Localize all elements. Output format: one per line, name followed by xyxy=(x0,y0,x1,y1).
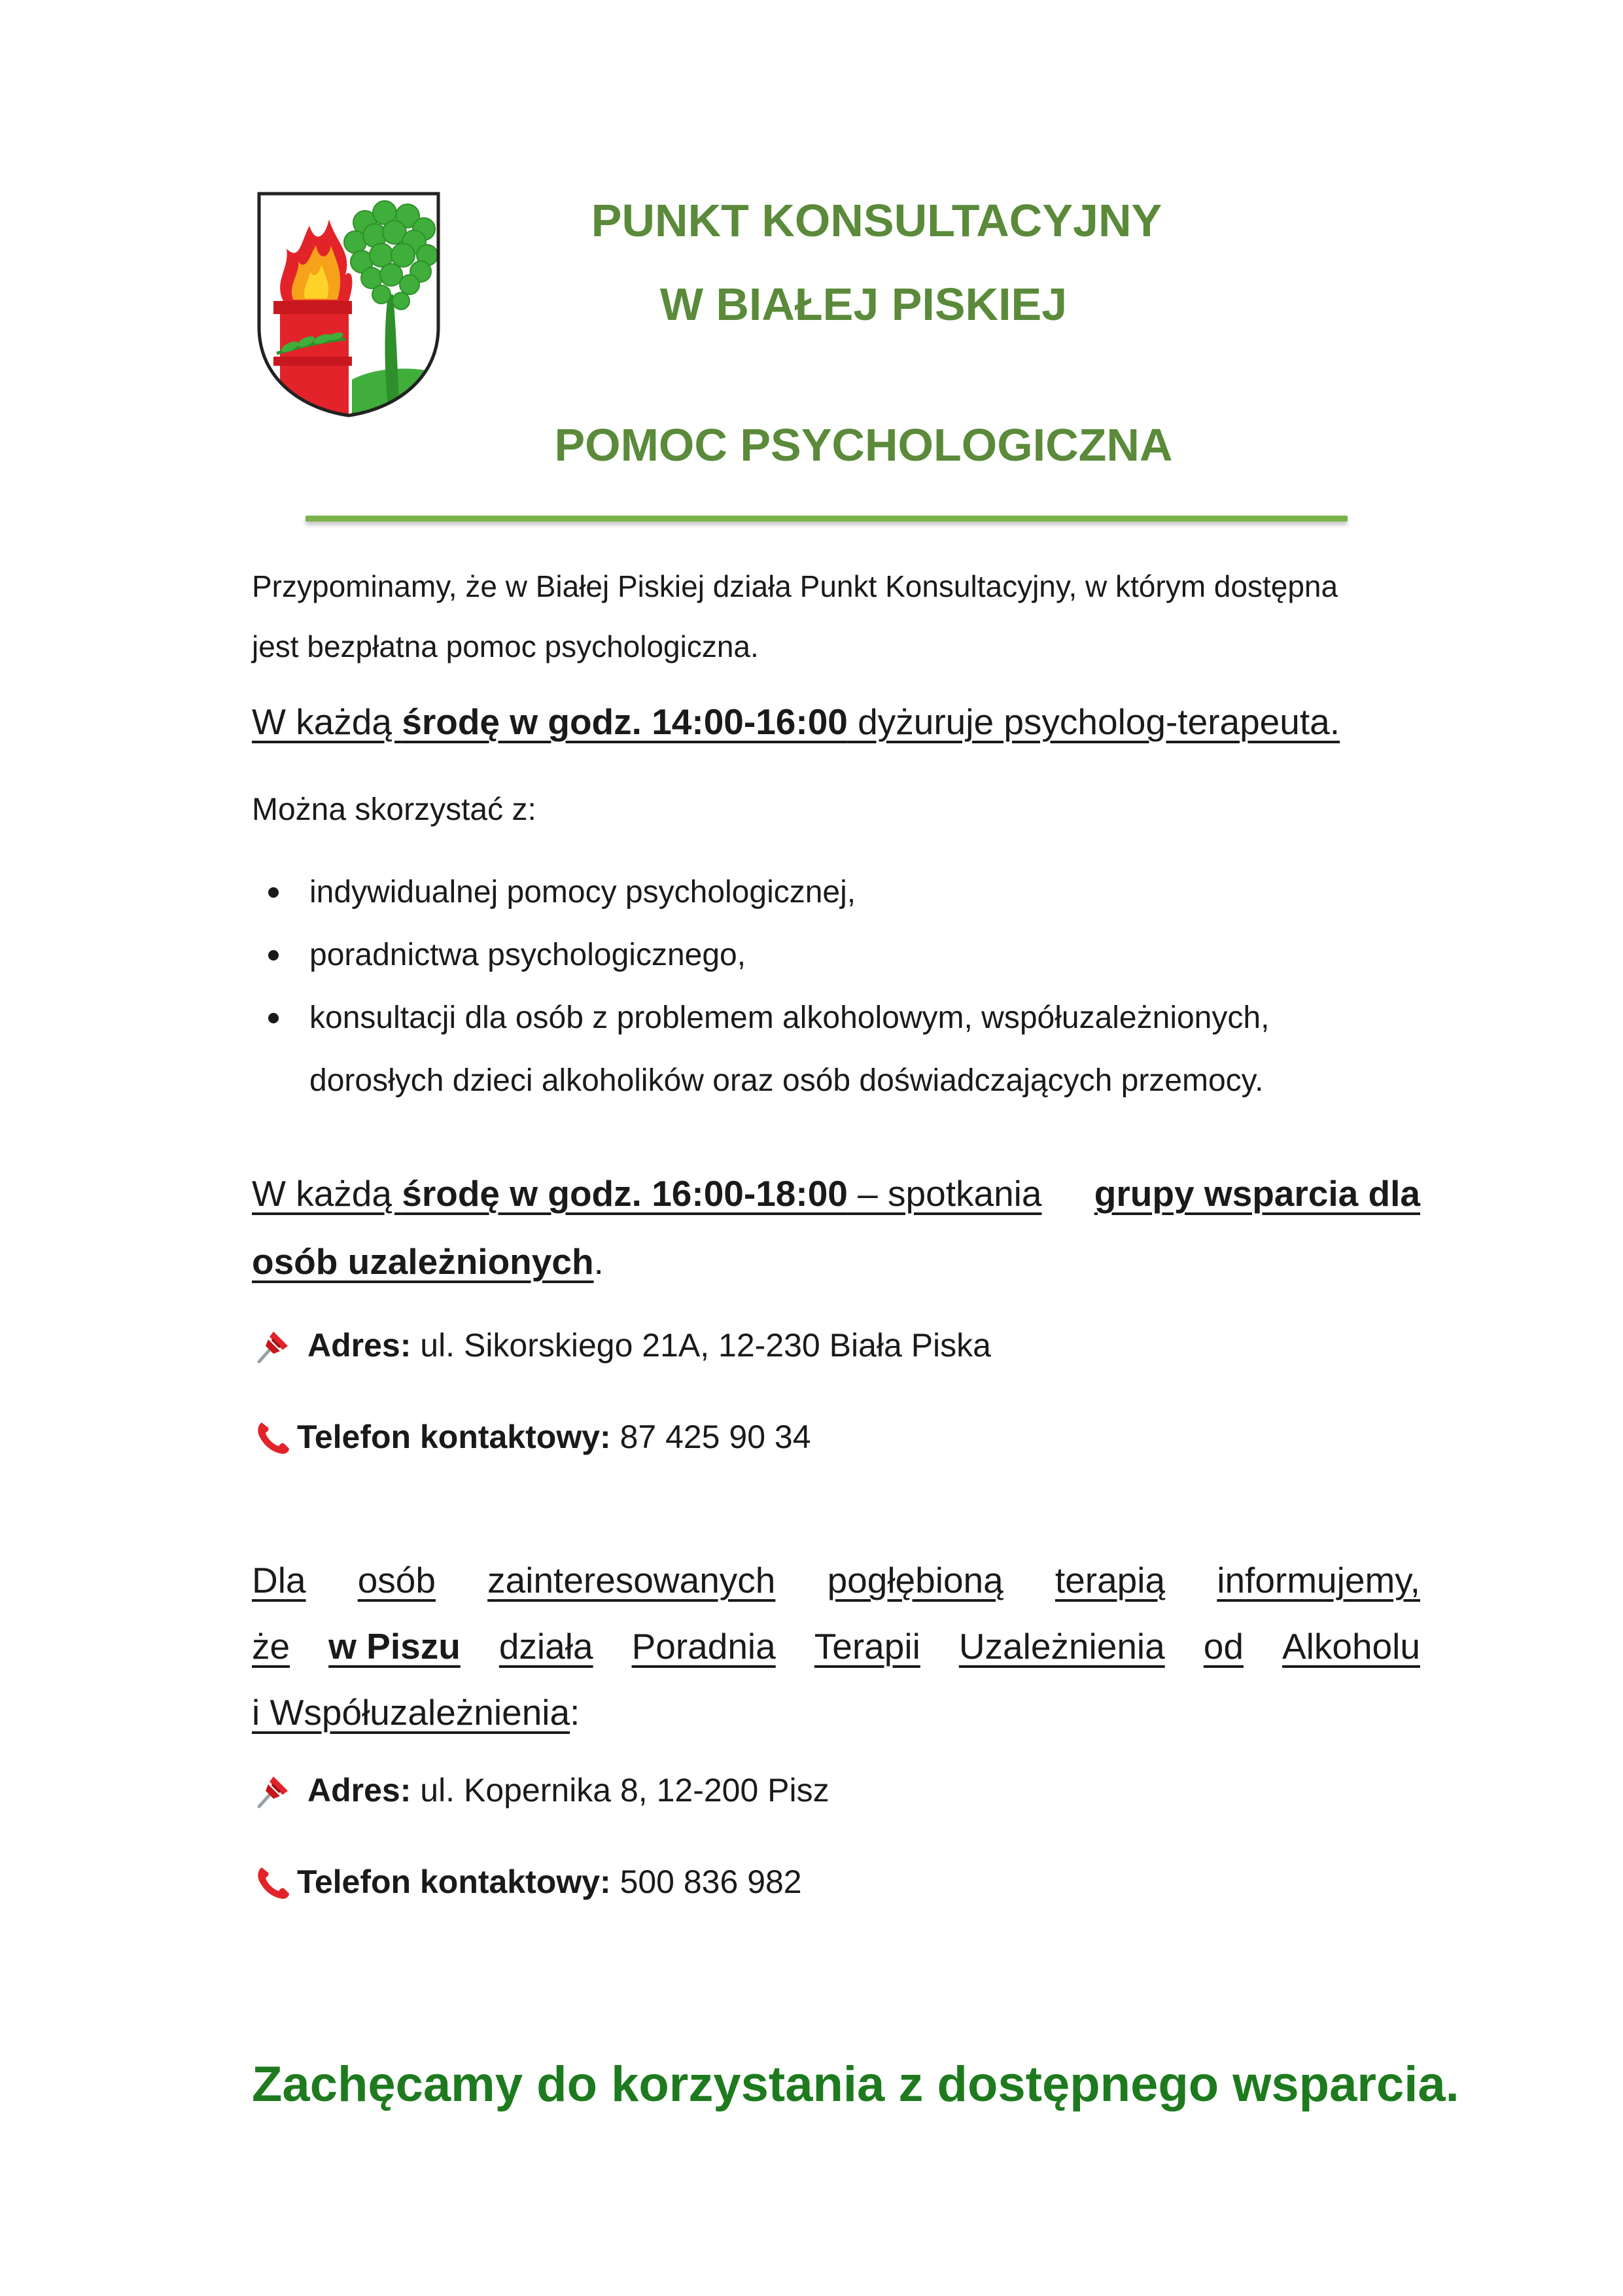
word: pogłębioną xyxy=(827,1560,1003,1600)
colon: : xyxy=(570,1692,580,1733)
group-name-part-2: osób uzależnionych xyxy=(252,1241,594,1282)
phone-value: 500 836 982 xyxy=(610,1863,802,1900)
header-title-line-1: PUNKT KONSULTACYJNY xyxy=(591,195,1162,246)
bullet-icon xyxy=(268,887,279,898)
telephone-receiver-icon xyxy=(254,1417,293,1457)
word: osób xyxy=(357,1560,436,1600)
pisz-line-2 xyxy=(252,1614,1420,1680)
biala-phone xyxy=(254,1413,811,1460)
service-text: poradnictwa psychologicznego, xyxy=(309,938,746,972)
bullet-icon xyxy=(268,950,279,961)
address-value: ul. Kopernika 8, 12-200 Pisz xyxy=(411,1772,829,1809)
phone-label: Telefon kontaktowy: xyxy=(297,1419,611,1455)
intro-line-1: Przypominamy, że w Białej Piskiej działa Punkt Konsultacyjny, w którym dostępna xyxy=(252,569,1338,603)
header-subtitle: POMOC PSYCHOLOGICZNA xyxy=(554,419,1173,470)
address-label: Adres: xyxy=(307,1327,411,1364)
group-name-part-1: grupy wsparcia dla xyxy=(1094,1173,1420,1214)
schedule-suffix: dyżuruje psycholog-terapeuta. xyxy=(847,701,1340,742)
word: Dla xyxy=(252,1560,306,1600)
word: Poradnia xyxy=(631,1626,776,1667)
list-item xyxy=(252,987,1420,1112)
pushpin-icon xyxy=(254,1770,294,1810)
word: od xyxy=(1203,1626,1244,1667)
pisz-line-1 xyxy=(252,1547,1420,1614)
services-list xyxy=(252,861,1420,1112)
header-divider xyxy=(305,516,1348,521)
address-label: Adres: xyxy=(307,1772,411,1809)
service-text-continued: dorosłych dzieci alkoholików oraz osób doświadczających przemocy. xyxy=(309,1063,1264,1098)
psychologist-schedule xyxy=(252,692,1420,751)
telephone-receiver-icon xyxy=(254,1862,293,1901)
intro-line-2: jest bezpłatna pomoc psychologiczna. xyxy=(252,629,759,663)
pisz-phone xyxy=(254,1858,802,1905)
pisz-address xyxy=(254,1767,829,1814)
city-name: w Piszu xyxy=(328,1626,461,1667)
list-item xyxy=(252,924,1420,987)
pushpin-icon xyxy=(254,1325,294,1366)
word: działa xyxy=(498,1626,593,1667)
word: Terapii xyxy=(814,1626,920,1667)
group-middle: – spotkania xyxy=(847,1173,1042,1214)
biala-address xyxy=(254,1322,991,1369)
intro-paragraph xyxy=(252,556,1420,677)
word: zainteresowanych xyxy=(487,1560,776,1600)
services-intro: Można skorzystać z: xyxy=(252,792,536,827)
phone-value: 87 425 90 34 xyxy=(610,1419,811,1455)
word: informujemy, xyxy=(1217,1560,1420,1600)
list-item xyxy=(252,861,1420,924)
coat-of-arms-emblem xyxy=(254,190,444,419)
pisz-line-3 xyxy=(252,1680,1420,1746)
support-group-schedule xyxy=(252,1159,1420,1296)
support-group-line-1 xyxy=(252,1159,1420,1227)
word: że xyxy=(252,1626,290,1667)
schedule-prefix: W każdą xyxy=(252,701,402,742)
bullet-icon xyxy=(268,1013,279,1023)
header-title-line-2: W BIAŁEJ PISKIEJ xyxy=(659,279,1068,330)
phone-label: Telefon kontaktowy: xyxy=(297,1863,611,1900)
group-time: środę w godz. 16:00-18:00 xyxy=(402,1173,848,1214)
word: Uzależnienia xyxy=(958,1626,1165,1667)
word: Alkoholu xyxy=(1282,1626,1420,1667)
word: terapią xyxy=(1055,1560,1166,1600)
service-text: indywidualnej pomocy psychologicznej, xyxy=(309,875,856,910)
schedule-time: środę w godz. 14:00-16:00 xyxy=(402,701,848,742)
support-group-line-2 xyxy=(252,1227,1420,1296)
pisz-clinic-paragraph xyxy=(252,1547,1420,1746)
closing-statement: Zachęcamy do korzystania z dostępnego wsparcia. xyxy=(252,2057,1459,2112)
group-prefix: W każdą xyxy=(252,1173,402,1214)
group-end: . xyxy=(593,1241,604,1282)
service-text: konsultacji dla osób z problemem alkoholowym, współuzależnionych, xyxy=(309,1000,1270,1035)
address-value: ul. Sikorskiego 21A, 12-230 Biała Piska xyxy=(411,1327,991,1364)
clinic-name-end: i Współuzależnienia xyxy=(252,1692,570,1733)
